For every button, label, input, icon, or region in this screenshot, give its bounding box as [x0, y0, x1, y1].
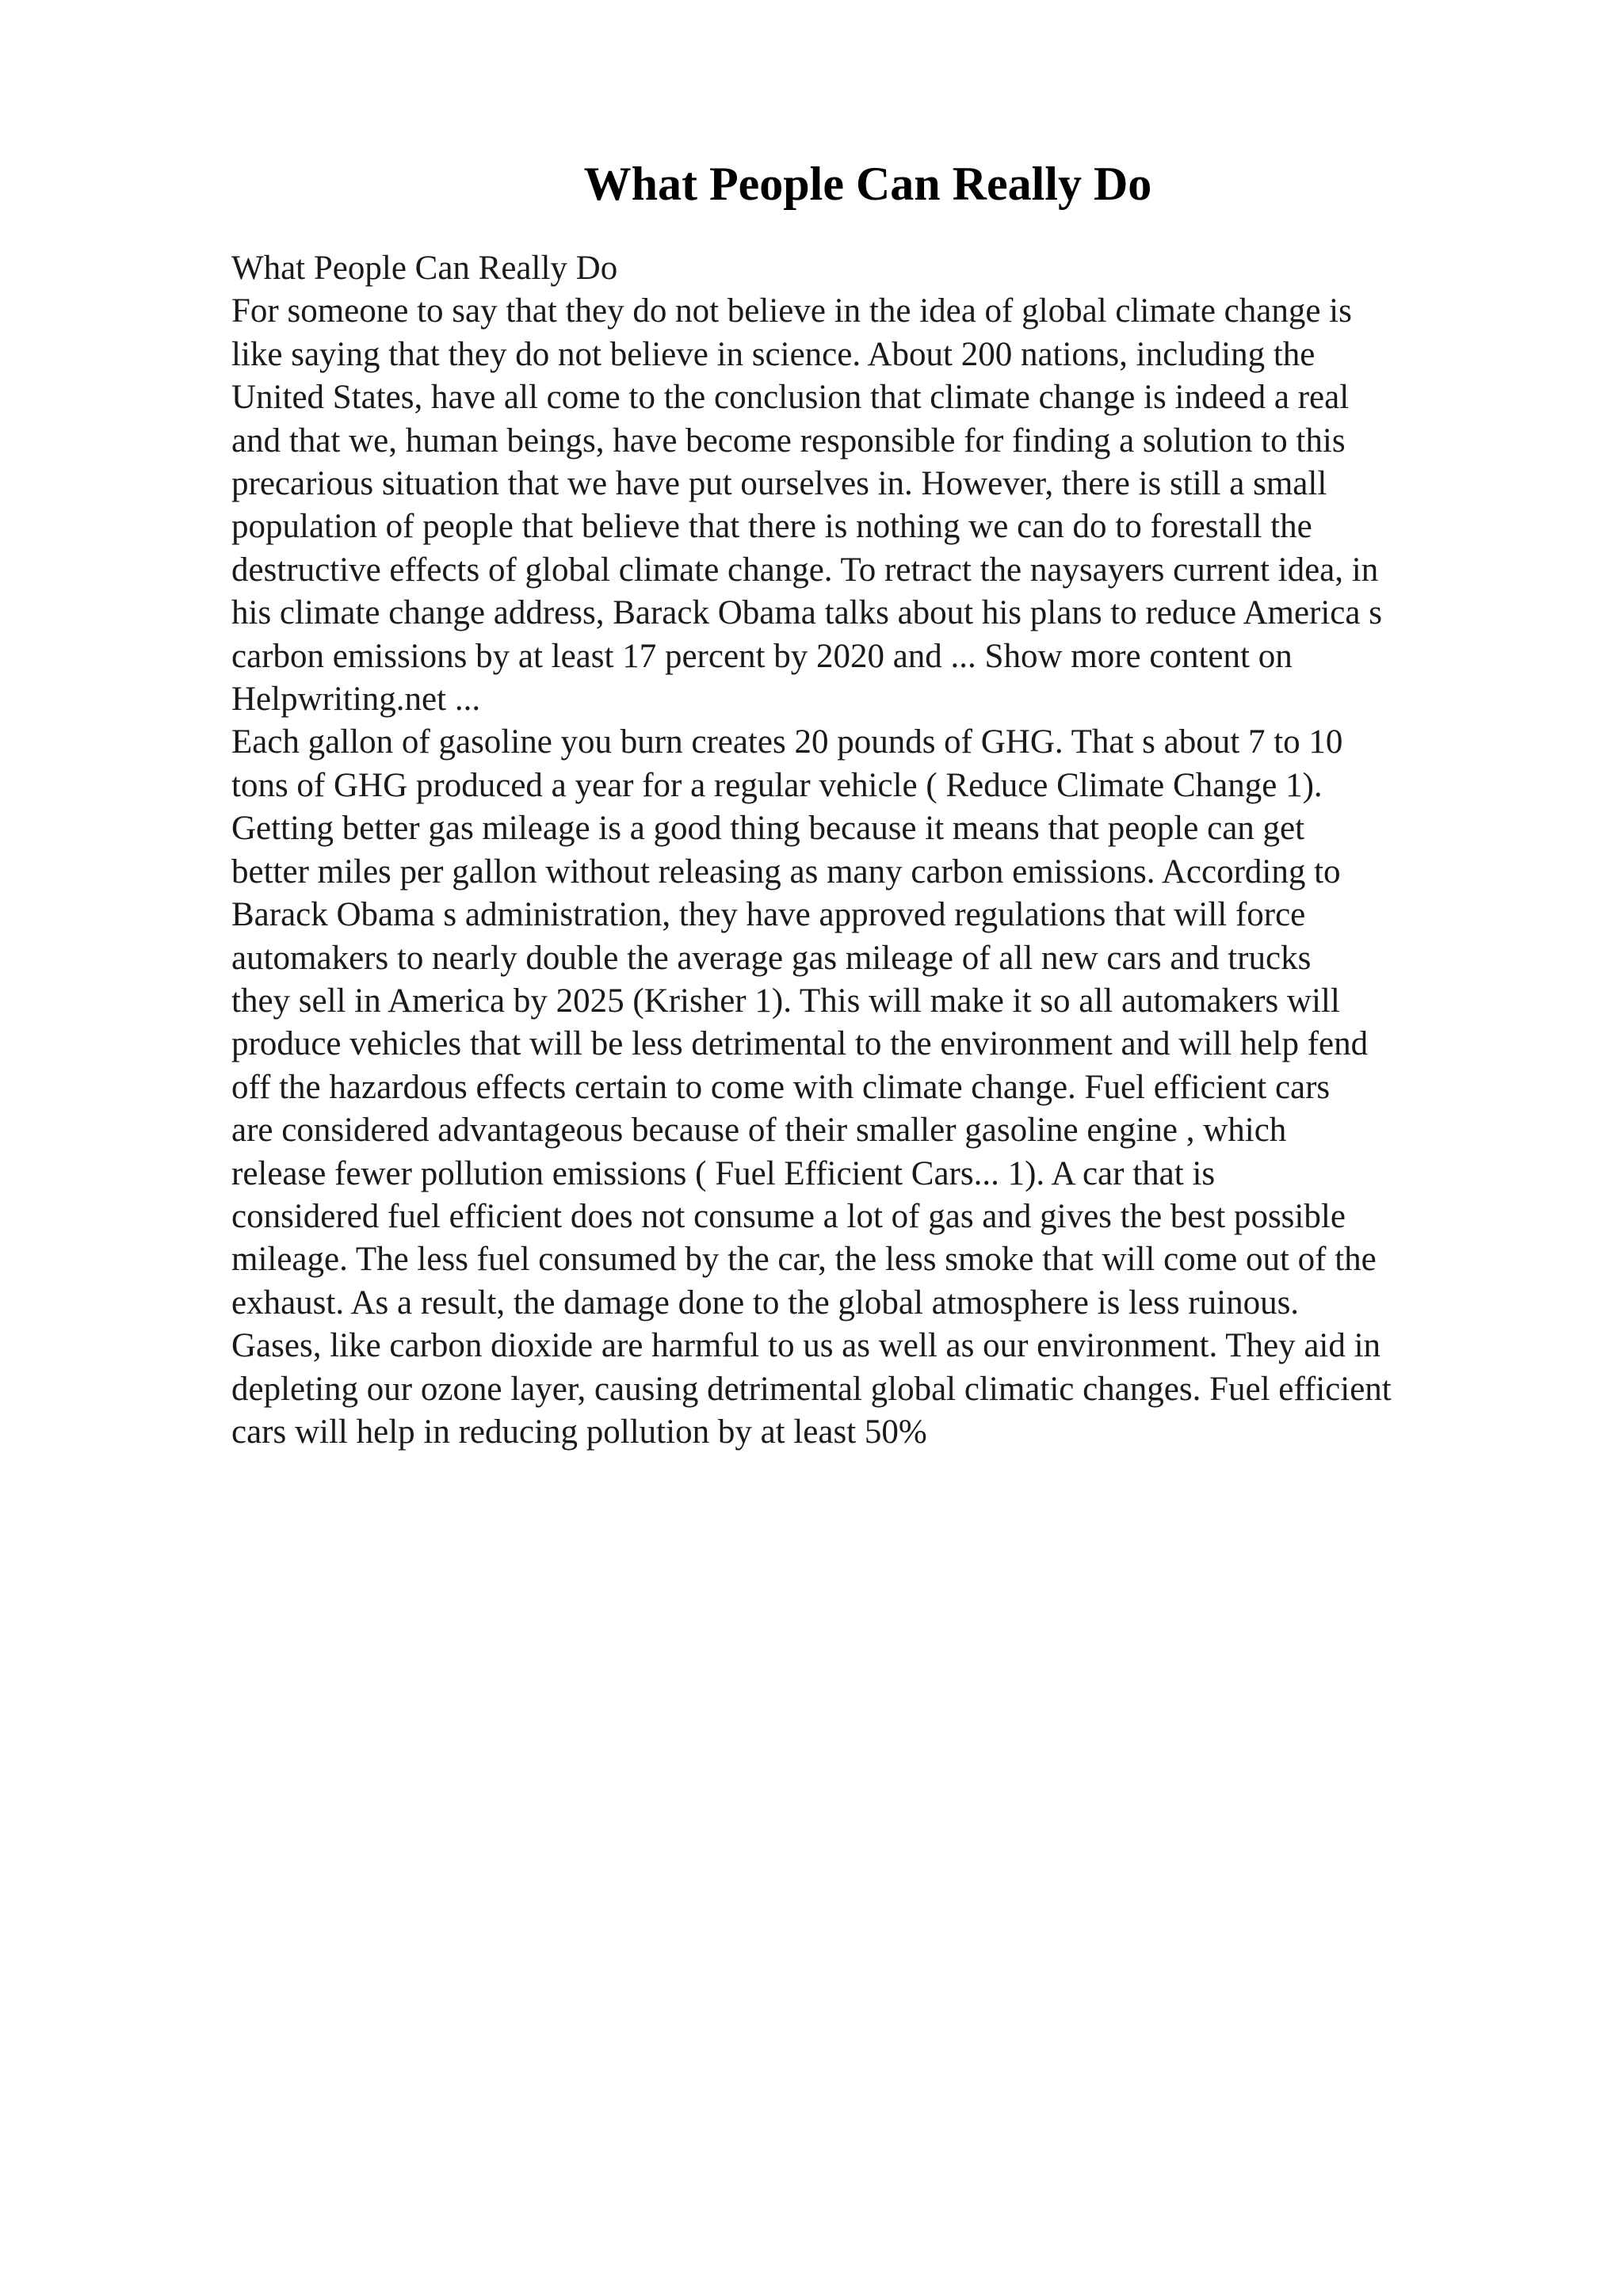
- body-line: exhaust. As a result, the damage done to the global atmosphere is less ruinous.: [231, 1283, 1300, 1322]
- body-line: destructive effects of global climate change. To retract the naysayers current idea, in: [231, 551, 1379, 589]
- body-line: carbon emissions by at least 17 percent by 2020 and ... Show more content on: [231, 637, 1293, 675]
- body-line: Getting better gas mileage is a good thing because it means that people can get: [231, 810, 1305, 848]
- body-line: are considered advantageous because of their smaller gasoline engine , which: [231, 1112, 1287, 1150]
- body-line: Helpwriting.net ...: [231, 681, 481, 719]
- body-line: depleting our ozone layer, causing detrimental global climatic changes. Fuel efficient: [231, 1370, 1392, 1408]
- body-line: Gases, like carbon dioxide are harmful to us as well as our environment. They aid in: [231, 1327, 1381, 1365]
- body-line: automakers to nearly double the average gas mileage of all new cars and trucks: [231, 939, 1312, 977]
- body-line: population of people that believe that there is nothing we can do to forestall the: [231, 508, 1312, 546]
- body-line: they sell in America by 2025 (Krisher 1). This will make it so all automakers will: [231, 982, 1340, 1020]
- body-line: cars will help in reducing pollution by at least 50%: [231, 1413, 927, 1451]
- document-body: [231, 247, 1499, 1454]
- body-line: better miles per gallon without releasing as many carbon emissions. According to: [231, 852, 1341, 891]
- body-line: and that we, human beings, have become responsible for finding a solution to this: [231, 421, 1346, 460]
- body-line: For someone to say that they do not believe in the idea of global climate change is: [231, 292, 1352, 330]
- body-line: Barack Obama s administration, they have approved regulations that will force: [231, 896, 1306, 934]
- body-line: his climate change address, Barack Obama talks about his plans to reduce America s: [231, 594, 1382, 632]
- body-line: precarious situation that we have put ourselves in. However, there is still a small: [231, 465, 1327, 503]
- document-title: What People Can Really Do: [583, 158, 1152, 210]
- body-line: What People Can Really Do: [231, 250, 618, 287]
- body-line: off the hazardous effects certain to come with climate change. Fuel efficient cars: [231, 1068, 1331, 1106]
- body-line: tons of GHG produced a year for a regular vehicle ( Reduce Climate Change 1).: [231, 766, 1323, 804]
- body-line: considered fuel efficient does not consume a lot of gas and gives the best possible: [231, 1197, 1346, 1235]
- body-line: Each gallon of gasoline you burn creates 20 pounds of GHG. That s about 7 to 10: [231, 723, 1343, 761]
- body-line: produce vehicles that will be less detrimental to the environment and will help fend: [231, 1025, 1369, 1063]
- body-line: mileage. The less fuel consumed by the car, the less smoke that will come out of the: [231, 1241, 1377, 1279]
- body-line: United States, have all come to the conclusion that climate change is indeed a real: [231, 379, 1350, 417]
- body-line: release fewer pollution emissions ( Fuel Efficient Cars... 1). A car that is: [231, 1154, 1216, 1192]
- body-line: like saying that they do not believe in science. About 200 nations, including the: [231, 335, 1316, 373]
